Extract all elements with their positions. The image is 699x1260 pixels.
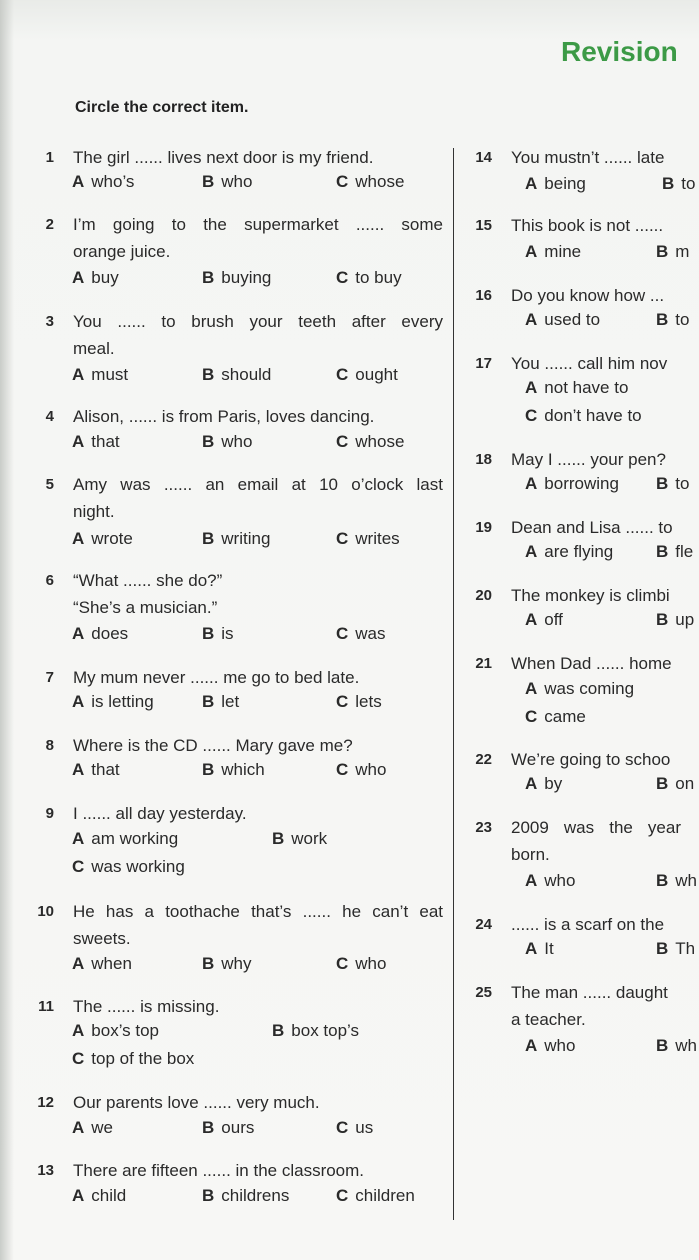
question-number: 15 bbox=[475, 217, 492, 234]
option-letter: C bbox=[336, 172, 349, 191]
option-text: came bbox=[544, 707, 586, 726]
option-text: buy bbox=[91, 268, 119, 287]
option-letter: C bbox=[336, 692, 349, 711]
option-text: writing bbox=[221, 529, 271, 548]
option-text: does bbox=[91, 624, 129, 643]
option-text: childrens bbox=[221, 1186, 290, 1205]
question-number: 24 bbox=[475, 916, 492, 933]
option-a[interactable] bbox=[525, 1036, 575, 1056]
option-text: which bbox=[221, 760, 265, 779]
option-text: why bbox=[221, 954, 252, 973]
option-letter: B bbox=[202, 268, 215, 287]
question-number: 17 bbox=[475, 355, 492, 372]
option-letter: C bbox=[336, 624, 349, 643]
option-text: whose bbox=[355, 172, 405, 191]
option-text: must bbox=[91, 365, 129, 384]
question-number: 9 bbox=[45, 805, 54, 822]
option-c[interactable] bbox=[336, 365, 398, 385]
option-letter: C bbox=[336, 1186, 349, 1205]
option-letter: C bbox=[72, 857, 85, 876]
option-letter: B bbox=[202, 954, 215, 973]
option-text: Th bbox=[675, 939, 696, 958]
option-letter: B bbox=[656, 474, 669, 493]
option-c[interactable] bbox=[336, 692, 382, 712]
question-number: 8 bbox=[45, 737, 54, 754]
question-stem-line: “She’s a musician.” bbox=[73, 598, 218, 617]
question-stem-line: Do you know how ... bbox=[511, 286, 665, 305]
option-text: top of the box bbox=[91, 1049, 195, 1068]
option-text: lets bbox=[355, 692, 382, 711]
question-number: 7 bbox=[45, 669, 54, 686]
option-letter: C bbox=[336, 432, 349, 451]
option-letter: A bbox=[525, 679, 538, 698]
option-a[interactable] bbox=[72, 365, 128, 385]
option-a[interactable] bbox=[525, 378, 628, 398]
option-b[interactable] bbox=[202, 365, 271, 385]
option-b[interactable] bbox=[272, 1021, 359, 1041]
question-stem-line: The girl ...... lives next door is my friend. bbox=[73, 148, 374, 167]
option-b[interactable] bbox=[202, 1118, 254, 1138]
option-letter: B bbox=[202, 1118, 215, 1137]
question-number: 21 bbox=[475, 655, 492, 672]
option-letter: C bbox=[336, 268, 349, 287]
option-c[interactable] bbox=[336, 432, 404, 452]
option-text: we bbox=[91, 1118, 114, 1137]
option-text: child bbox=[91, 1186, 127, 1205]
option-c[interactable] bbox=[336, 268, 402, 288]
question-number: 6 bbox=[45, 572, 54, 589]
question-stem-line: 2009 was the year bbox=[511, 818, 681, 837]
option-b[interactable] bbox=[202, 624, 234, 644]
option-letter: B bbox=[202, 432, 215, 451]
option-letter: B bbox=[202, 1186, 215, 1205]
option-letter: B bbox=[272, 1021, 285, 1040]
question-number: 13 bbox=[37, 1162, 54, 1179]
column-divider bbox=[453, 148, 454, 1220]
option-text: was bbox=[355, 624, 386, 643]
question-stem-line: Dean and Lisa ...... to bbox=[511, 518, 673, 537]
option-b[interactable] bbox=[202, 954, 252, 974]
option-text: whose bbox=[355, 432, 405, 451]
option-letter: B bbox=[202, 624, 215, 643]
option-a[interactable] bbox=[525, 474, 619, 494]
question-stem-line: My mum never ...... me go to bed late. bbox=[73, 668, 360, 687]
question-number: 23 bbox=[475, 819, 492, 836]
option-text: wh bbox=[675, 871, 698, 890]
page-edge-shadow bbox=[0, 0, 14, 1260]
question-stem-line: The monkey is climbi bbox=[511, 586, 670, 605]
option-letter: A bbox=[72, 432, 85, 451]
option-b[interactable] bbox=[656, 939, 695, 959]
option-c[interactable] bbox=[525, 406, 642, 426]
option-letter: A bbox=[525, 939, 538, 958]
option-text: work bbox=[291, 829, 328, 848]
option-b[interactable] bbox=[202, 692, 239, 712]
option-text: when bbox=[91, 954, 132, 973]
option-b[interactable] bbox=[656, 1036, 697, 1056]
page-title: Revision bbox=[561, 36, 678, 67]
option-letter: A bbox=[72, 268, 85, 287]
question-stem-line: You ...... call him nov bbox=[511, 354, 668, 373]
question-number: 22 bbox=[475, 751, 492, 768]
option-letter: B bbox=[202, 529, 215, 548]
question-number: 19 bbox=[475, 519, 492, 536]
option-letter: C bbox=[336, 365, 349, 384]
option-a[interactable] bbox=[72, 268, 119, 288]
option-text: was coming bbox=[544, 679, 635, 698]
option-text: being bbox=[544, 174, 586, 193]
option-letter: A bbox=[72, 760, 85, 779]
option-a[interactable] bbox=[525, 939, 554, 959]
option-letter: A bbox=[72, 829, 85, 848]
option-b[interactable] bbox=[202, 268, 271, 288]
option-text: are flying bbox=[544, 542, 614, 561]
option-letter: B bbox=[272, 829, 285, 848]
option-letter: C bbox=[336, 760, 349, 779]
option-text: to bbox=[675, 310, 690, 329]
question-number: 25 bbox=[475, 984, 492, 1001]
option-text: m bbox=[675, 242, 690, 261]
question-stem-line: The ...... is missing. bbox=[73, 997, 220, 1016]
option-text: that bbox=[91, 432, 120, 451]
question-stem-line: night. bbox=[73, 502, 115, 521]
option-letter: B bbox=[656, 774, 669, 793]
question-number: 12 bbox=[37, 1094, 54, 1111]
question-stem-line: ...... is a scarf on the bbox=[511, 915, 665, 934]
option-letter: B bbox=[202, 172, 215, 191]
option-a[interactable] bbox=[72, 760, 120, 780]
question-stem-line: Where is the CD ...... Mary gave me? bbox=[73, 736, 353, 755]
option-a[interactable] bbox=[525, 871, 575, 891]
option-b[interactable] bbox=[656, 610, 694, 630]
question-number: 20 bbox=[475, 587, 492, 604]
option-text: who bbox=[355, 760, 387, 779]
option-b[interactable] bbox=[202, 172, 252, 192]
question-stem-line: You ...... to brush your teeth after every bbox=[73, 312, 443, 331]
question-number: 16 bbox=[475, 287, 492, 304]
instruction-text: Circle the correct item. bbox=[75, 99, 249, 116]
option-text: should bbox=[221, 365, 272, 384]
option-b[interactable] bbox=[202, 432, 252, 452]
option-text: ours bbox=[221, 1118, 255, 1137]
option-b[interactable] bbox=[656, 774, 694, 794]
question-number: 5 bbox=[45, 476, 54, 493]
option-b[interactable] bbox=[656, 310, 689, 330]
option-letter: A bbox=[525, 174, 538, 193]
option-text: ought bbox=[355, 365, 398, 384]
option-letter: B bbox=[656, 610, 669, 629]
option-letter: C bbox=[525, 406, 538, 425]
option-text: who bbox=[221, 172, 253, 191]
option-b[interactable] bbox=[202, 529, 270, 549]
option-text: am working bbox=[91, 829, 179, 848]
option-letter: C bbox=[336, 954, 349, 973]
option-a[interactable] bbox=[525, 679, 634, 699]
question-stem-line: I’m going to the supermarket ...... some bbox=[73, 215, 443, 234]
option-text: up bbox=[675, 610, 695, 629]
option-letter: B bbox=[656, 242, 669, 261]
option-letter: A bbox=[72, 1021, 85, 1040]
question-stem-line: sweets. bbox=[73, 929, 131, 948]
option-text: who bbox=[355, 954, 387, 973]
question-stem-line: a teacher. bbox=[511, 1010, 586, 1029]
option-b[interactable] bbox=[656, 542, 693, 562]
option-a[interactable] bbox=[72, 954, 132, 974]
question-stem-line: Amy was ...... an email at 10 o’clock last bbox=[73, 475, 443, 494]
option-letter: C bbox=[72, 1049, 85, 1068]
option-text: wrote bbox=[91, 529, 133, 548]
option-a[interactable] bbox=[72, 1118, 113, 1138]
option-c[interactable] bbox=[336, 624, 386, 644]
option-letter: C bbox=[525, 707, 538, 726]
option-letter: A bbox=[525, 310, 538, 329]
option-a[interactable] bbox=[72, 1021, 159, 1041]
option-letter: A bbox=[525, 871, 538, 890]
option-text: children bbox=[355, 1186, 415, 1205]
option-c[interactable] bbox=[336, 529, 400, 549]
question-stem-line: “What ...... she do?” bbox=[73, 571, 223, 590]
option-letter: C bbox=[336, 1118, 349, 1137]
option-letter: A bbox=[525, 774, 538, 793]
option-text: wh bbox=[675, 1036, 698, 1055]
option-text: who bbox=[221, 432, 253, 451]
option-b[interactable] bbox=[656, 242, 689, 262]
question-stem-line: When Dad ...... home bbox=[511, 654, 672, 673]
option-a[interactable] bbox=[525, 310, 600, 330]
option-b[interactable] bbox=[656, 474, 689, 494]
option-letter: B bbox=[656, 542, 669, 561]
question-number: 14 bbox=[475, 149, 492, 166]
question-number: 1 bbox=[45, 149, 54, 166]
option-a[interactable] bbox=[525, 542, 613, 562]
option-text: fle bbox=[675, 542, 694, 561]
option-letter: B bbox=[656, 871, 669, 890]
option-text: is letting bbox=[91, 692, 154, 711]
option-letter: A bbox=[72, 624, 85, 643]
option-c[interactable] bbox=[336, 760, 386, 780]
option-a[interactable] bbox=[72, 529, 133, 549]
option-letter: A bbox=[72, 1186, 85, 1205]
option-text: was working bbox=[91, 857, 185, 876]
option-a[interactable] bbox=[72, 829, 178, 849]
option-text: who bbox=[544, 871, 576, 890]
option-a[interactable] bbox=[72, 432, 120, 452]
option-text: don’t have to bbox=[544, 406, 642, 425]
option-letter: A bbox=[72, 692, 85, 711]
option-a[interactable] bbox=[525, 174, 586, 194]
option-letter: B bbox=[202, 365, 215, 384]
option-a[interactable] bbox=[525, 242, 581, 262]
option-a[interactable] bbox=[525, 610, 563, 630]
option-a[interactable] bbox=[72, 624, 128, 644]
question-stem-line: born. bbox=[511, 845, 550, 864]
option-text: to bbox=[675, 474, 690, 493]
option-text: to buy bbox=[355, 268, 402, 287]
option-text: It bbox=[544, 939, 554, 958]
question-stem-line: I ...... all day yesterday. bbox=[73, 804, 247, 823]
option-text: writes bbox=[355, 529, 400, 548]
question-stem-line: We’re going to schoo bbox=[511, 750, 671, 769]
option-text: who’s bbox=[91, 172, 135, 191]
option-letter: A bbox=[525, 474, 538, 493]
option-text: us bbox=[355, 1118, 374, 1137]
option-c[interactable] bbox=[336, 172, 404, 192]
option-text: that bbox=[91, 760, 120, 779]
option-letter: A bbox=[525, 610, 538, 629]
option-b[interactable] bbox=[202, 1186, 289, 1206]
question-number: 3 bbox=[45, 313, 54, 330]
option-text: mine bbox=[544, 242, 582, 261]
option-a[interactable] bbox=[525, 774, 562, 794]
option-a[interactable] bbox=[72, 1186, 126, 1206]
question-stem-line: There are fifteen ...... in the classroom. bbox=[73, 1161, 365, 1180]
question-number: 11 bbox=[38, 998, 54, 1015]
option-b[interactable] bbox=[662, 174, 695, 194]
option-c[interactable] bbox=[336, 954, 386, 974]
question-stem-line: This book is not ...... bbox=[511, 216, 664, 235]
option-letter: A bbox=[72, 172, 85, 191]
option-letter: B bbox=[662, 174, 675, 193]
option-c[interactable] bbox=[336, 1118, 373, 1138]
option-letter: A bbox=[72, 1118, 85, 1137]
option-c[interactable] bbox=[72, 1049, 194, 1069]
option-a[interactable] bbox=[72, 692, 154, 712]
option-letter: C bbox=[336, 529, 349, 548]
question-stem-line: meal. bbox=[73, 339, 115, 358]
option-letter: A bbox=[72, 954, 85, 973]
question-number: 2 bbox=[45, 216, 54, 233]
question-stem-line: orange juice. bbox=[73, 242, 171, 261]
question-stem-line: Alison, ...... is from Paris, loves dancing. bbox=[73, 407, 375, 426]
option-b[interactable] bbox=[202, 760, 265, 780]
option-letter: A bbox=[525, 242, 538, 261]
option-letter: B bbox=[656, 310, 669, 329]
question-stem-line: May I ...... your pen? bbox=[511, 450, 666, 469]
option-text: box top’s bbox=[291, 1021, 360, 1040]
option-letter: B bbox=[202, 692, 215, 711]
option-text: by bbox=[544, 774, 563, 793]
question-stem-line: He has a toothache that’s ...... he can’t eat bbox=[73, 902, 443, 921]
option-c[interactable] bbox=[525, 707, 586, 727]
option-text: borrowing bbox=[544, 474, 619, 493]
option-a[interactable] bbox=[72, 172, 134, 192]
option-letter: A bbox=[72, 529, 85, 548]
option-text: is bbox=[221, 624, 234, 643]
option-c[interactable] bbox=[336, 1186, 415, 1206]
option-letter: A bbox=[72, 365, 85, 384]
question-stem-line: You mustn’t ...... late bbox=[511, 148, 665, 167]
option-c[interactable] bbox=[72, 857, 185, 877]
question-stem-line: The man ...... daught bbox=[511, 983, 668, 1002]
option-text: on bbox=[675, 774, 695, 793]
option-text: to bbox=[681, 174, 696, 193]
question-number: 18 bbox=[475, 451, 492, 468]
option-letter: A bbox=[525, 378, 538, 397]
question-stem-line: Our parents love ...... very much. bbox=[73, 1093, 320, 1112]
option-b[interactable] bbox=[656, 871, 697, 891]
option-letter: B bbox=[202, 760, 215, 779]
option-text: buying bbox=[221, 268, 272, 287]
option-text: box’s top bbox=[91, 1021, 160, 1040]
option-text: used to bbox=[544, 310, 601, 329]
option-letter: B bbox=[656, 939, 669, 958]
option-text: let bbox=[221, 692, 240, 711]
option-text: off bbox=[544, 610, 563, 629]
option-text: who bbox=[544, 1036, 576, 1055]
option-b[interactable] bbox=[272, 829, 327, 849]
question-number: 4 bbox=[45, 408, 54, 425]
option-letter: A bbox=[525, 542, 538, 561]
option-letter: A bbox=[525, 1036, 538, 1055]
option-text: not have to bbox=[544, 378, 629, 397]
option-letter: B bbox=[656, 1036, 669, 1055]
question-number: 10 bbox=[37, 903, 54, 920]
